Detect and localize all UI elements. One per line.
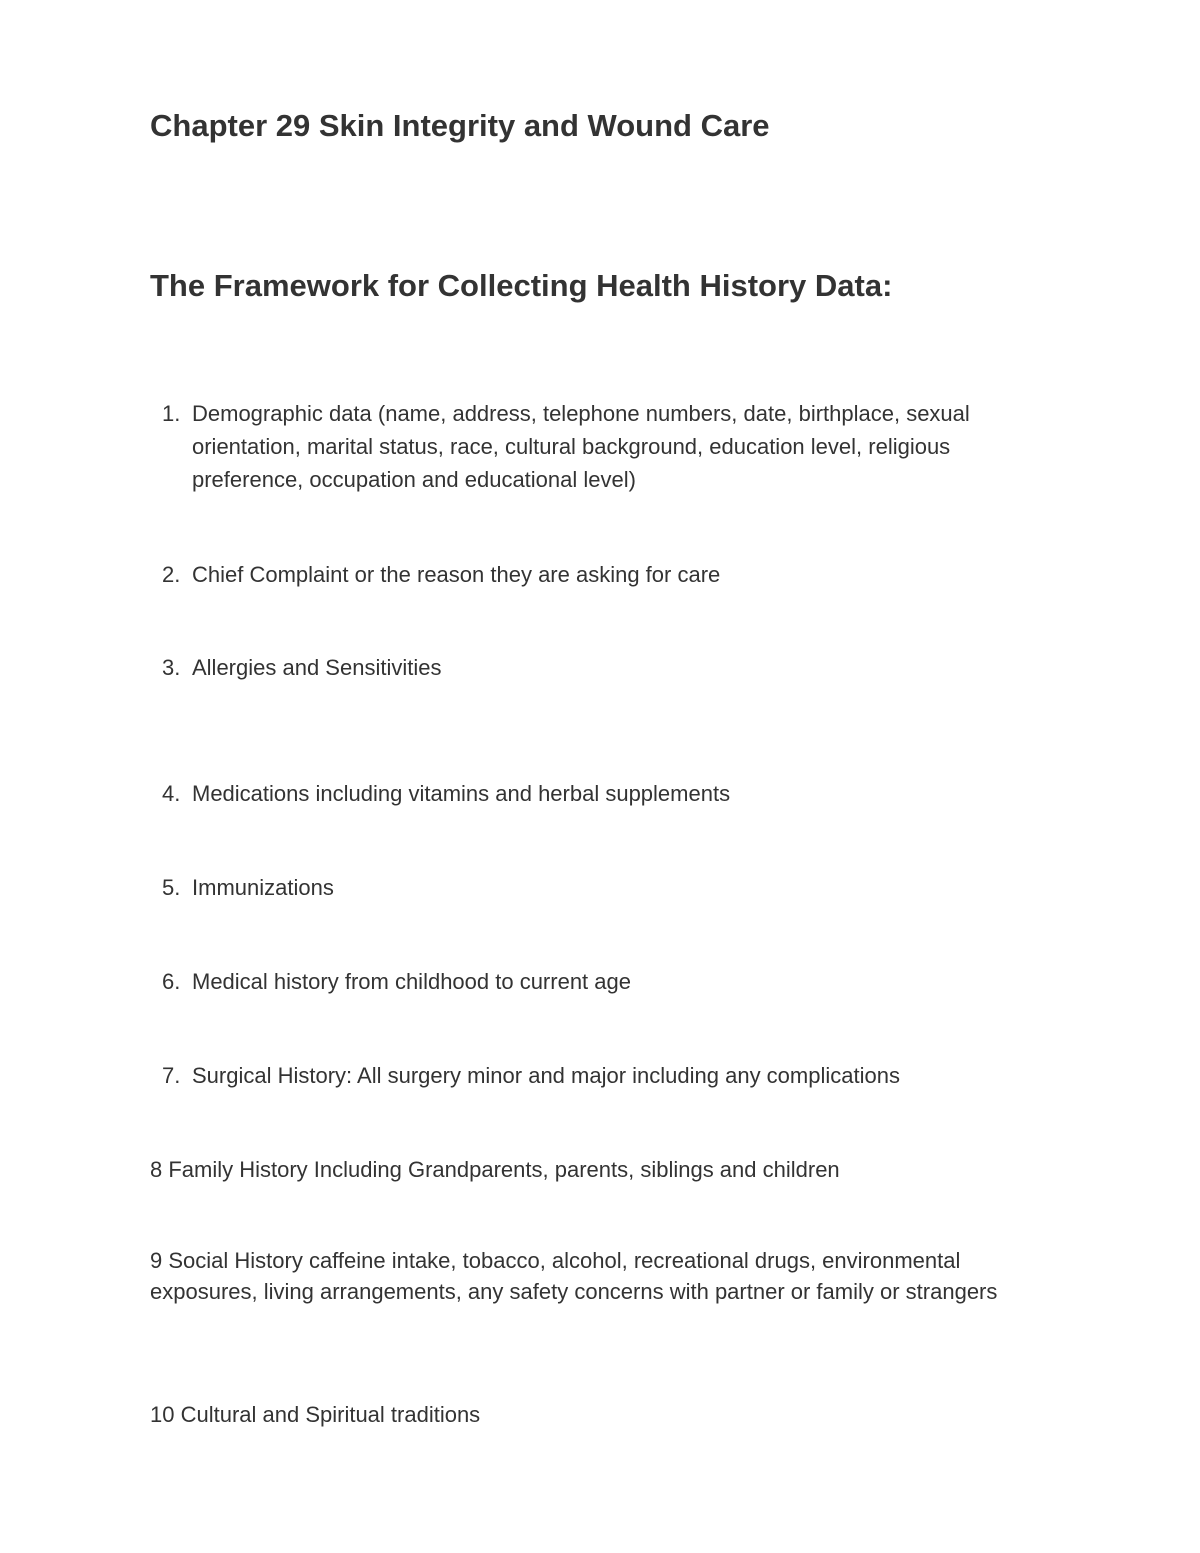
list-item-6 [162,965,1042,998]
list-item-number: 7. [162,1063,181,1088]
list-item-number: 6. [162,969,181,994]
list-item-3 [162,651,1042,684]
list-item-text: Surgical History: All surgery minor and major including any complications [192,1063,900,1088]
list-item-4 [162,777,1042,810]
list-item-number: 1. [162,401,181,426]
paragraph-item-8: 8 Family History Including Grandparents, parents, siblings and children [150,1157,840,1182]
list-item-text: Demographic data (name, address, telephone numbers, date, birthplace, sexual orientation, marital status, race, cultural background, education level, religious preference, occupation and educational level) [192,401,970,492]
document-title: Chapter 29 Skin Integrity and Wound Care [150,108,770,143]
list-item-number: 2. [162,562,181,587]
list-item-text: Chief Complaint or the reason they are asking for care [192,562,721,587]
list-item-text: Immunizations [192,875,334,900]
section-heading: The Framework for Collecting Health History Data: [150,268,893,303]
paragraph-item-10: 10 Cultural and Spiritual traditions [150,1402,481,1427]
list-item-number: 3. [162,655,181,680]
list-item-number: 5. [162,875,181,900]
list-item-text: Medications including vitamins and herbal supplements [192,781,731,806]
list-item-text: Medical history from childhood to current age [192,969,631,994]
list-item-2 [162,558,1042,591]
list-item-number: 4. [162,781,181,806]
list-item-5 [162,871,1042,904]
list-item-7 [162,1059,1042,1092]
paragraph-item-9: 9 Social History caffeine intake, tobacco, alcohol, recreational drugs, environmental exposures, living arrangements, any safety concerns with partner or family or strangers [150,1248,998,1304]
list-item-text: Allergies and Sensitivities [192,655,442,680]
list-item-1 [162,397,1042,496]
